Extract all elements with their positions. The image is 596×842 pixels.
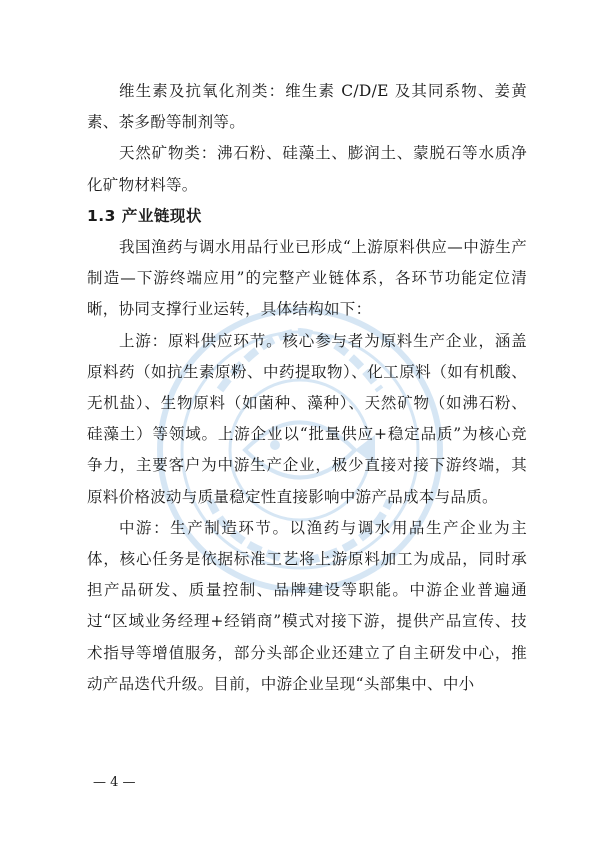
paragraph-vitamins: 维生素及抗氧化剂类：维生素 C/D/E 及其同系物、姜黄素、茶多酚等制剂等。: [87, 82, 527, 132]
paragraph-upstream: 上游：原料供应环节。核心参与者为原料生产企业，涵盖原料药（如抗生素原粉、中药提取物）、化工原料（如有机酸、无机盐）、生物原料（如菌种、藻种）、天然矿物（如沸石粉、硅藻土）等领域。上游企业以“批量供应+稳定品质”为核心竞争力，主要客户为中游生产企业，极少直接对接下游终端，其原料价格波动与质量稳定性直接影响中游产品成本与品质。: [87, 331, 527, 506]
paragraph-minerals: 天然矿物类：沸石粉、硅藻土、膨润土、蒙脱石等水质净化矿物材料等。: [87, 144, 527, 194]
page-number: — 4 —: [93, 775, 136, 790]
section-heading: 1.3 产业链现状: [87, 206, 202, 225]
paragraph-midstream: 中游：生产制造环节。以渔药与调水用品生产企业为主体，核心任务是依据标准工艺将上游原料加工为成品，同时承担产品研发、质量控制、品牌建设等职能。中游企业普遍通过“区域业务经理+经销商”模式对接下游，提供产品宣传、技术指导等增值服务，部分头部企业还建立了自主研发中心，推动产品迭代升级。目前，中游企业呈现“头部集中、中小: [87, 518, 527, 693]
paragraph-industry-chain-intro: 我国渔药与调水用品行业已形成“上游原料供应—中游生产制造—下游终端应用”的完整产业链体系，各环节功能定位清晰，协同支撑行业运转，具体结构如下：: [87, 238, 527, 319]
content-body: [87, 76, 527, 700]
